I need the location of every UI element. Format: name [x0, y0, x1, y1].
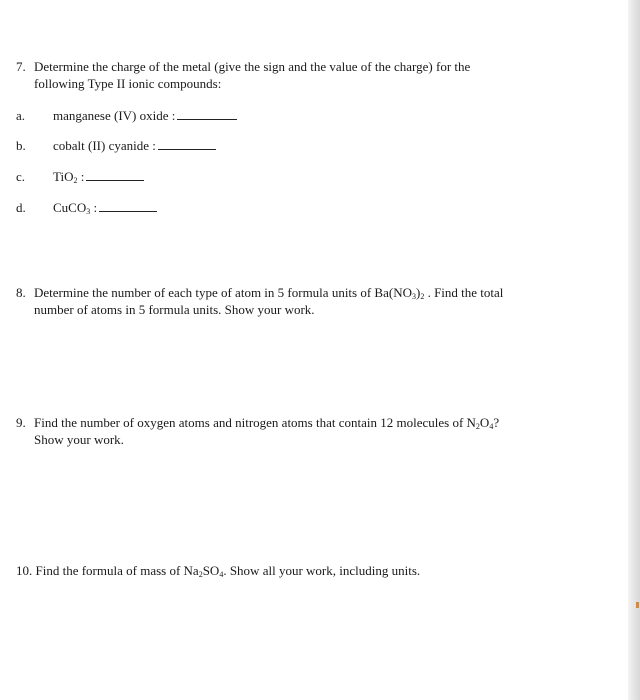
- formula-subscript: 2: [73, 176, 78, 185]
- sub-question-letter: d.: [16, 200, 26, 215]
- answer-blank[interactable]: [99, 199, 157, 212]
- formula-subscript: 2: [475, 422, 480, 431]
- question-number: 10.: [16, 563, 33, 578]
- sub-question-text: cobalt (II) cyanide :: [53, 138, 156, 153]
- text-part: SO: [202, 563, 220, 578]
- question-number: 8.: [16, 285, 26, 300]
- answer-blank[interactable]: [177, 107, 237, 120]
- text-part: . Find the total: [424, 285, 504, 300]
- edge-mark: [636, 602, 639, 608]
- question-number: 7.: [16, 59, 26, 74]
- text-part: O: [479, 415, 490, 430]
- question-9: [16, 414, 528, 448]
- formula-subscript: 3: [411, 292, 416, 301]
- formula-text: CuCO: [53, 200, 87, 215]
- question-text-line-2: number of atoms in 5 formula units. Show your work.: [34, 302, 315, 317]
- answer-blank[interactable]: [158, 137, 216, 150]
- page-edge-shadow: [628, 0, 640, 700]
- question-7: [16, 58, 528, 92]
- question-text-line-2: Show your work.: [34, 432, 124, 447]
- formula-subscript: 2: [420, 292, 425, 301]
- text-part: ): [415, 285, 421, 300]
- question-text-line-1: Determine the charge of the metal (give the sign and the value of the charge) for the: [34, 59, 471, 74]
- formula-tail: :: [90, 200, 98, 215]
- sub-question-letter: b.: [16, 138, 26, 153]
- question-text-line-2: following Type II ionic compounds:: [34, 76, 222, 91]
- answer-blank[interactable]: [86, 168, 144, 181]
- formula-tail: :: [77, 169, 85, 184]
- formula-subscript: 2: [198, 570, 203, 579]
- question-8: [16, 284, 528, 318]
- text-part: ?: [493, 415, 500, 430]
- text-part: Determine the number of each type of atom in 5 formula units of Ba(NO: [34, 285, 412, 300]
- formula-subscript: 3: [86, 207, 91, 216]
- question-text-line-1: [16, 562, 528, 579]
- sub-question-letter: a.: [16, 108, 26, 123]
- formula-text: TiO: [53, 169, 74, 184]
- question-text-line-1: [34, 414, 528, 431]
- formula-subscript: 4: [219, 570, 224, 579]
- sub-question-letter: c.: [16, 169, 26, 184]
- text-part: Find the number of oxygen atoms and nitrogen atoms that contain 12 molecules of N: [34, 415, 476, 430]
- formula-subscript: 4: [489, 422, 494, 431]
- sub-question-text: manganese (IV) oxide :: [53, 108, 176, 123]
- question-text-line-1: [34, 284, 528, 301]
- text-part: . Show all your work, including units.: [223, 563, 421, 578]
- question-number: 9.: [16, 415, 26, 430]
- text-part: Find the formula of mass of Na: [35, 563, 199, 578]
- question-10: [16, 562, 528, 579]
